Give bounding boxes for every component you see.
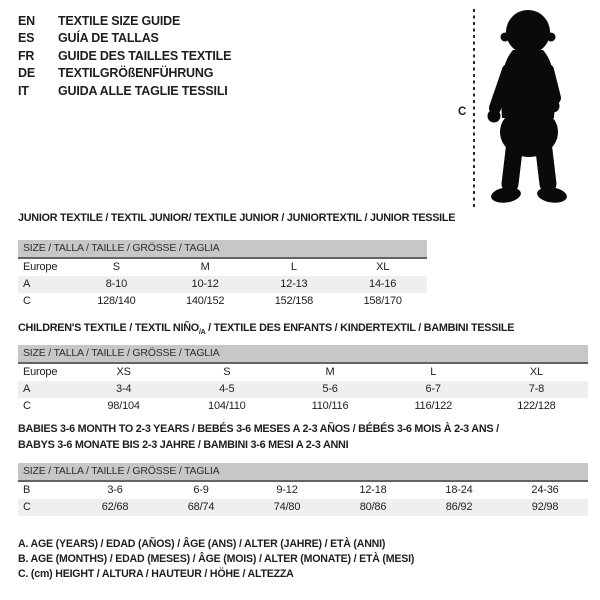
- table-cell: 74/80: [273, 501, 301, 513]
- table-cell: 6-9: [193, 484, 209, 496]
- table-cell: 122/128: [517, 400, 556, 412]
- table-row: [18, 499, 588, 516]
- language-label: TEXTILGRÖßENFÜHRUNG: [58, 66, 214, 81]
- table-cell: 3-4: [115, 383, 132, 395]
- table-cell: 104/110: [208, 400, 246, 412]
- table-body: [18, 259, 427, 310]
- language-row: [18, 30, 231, 47]
- table-row: [18, 482, 588, 499]
- table-body: [18, 364, 588, 415]
- table-title: [18, 211, 455, 227]
- table-row: [18, 381, 588, 398]
- table-cell: 5-6: [322, 383, 338, 395]
- table-cell: 86/92: [445, 501, 473, 513]
- language-label: GUIDA ALLE TAGLIE TESSILI: [58, 83, 228, 98]
- table-title-line: [18, 422, 499, 438]
- table-cell: 158/170: [363, 295, 402, 307]
- row-label: A: [23, 383, 31, 395]
- row-label: A: [23, 278, 31, 290]
- table-row: [18, 276, 427, 293]
- language-row: [18, 83, 231, 100]
- table-cell: L: [290, 261, 297, 273]
- table-row: [18, 259, 427, 276]
- table-cell: L: [430, 366, 437, 378]
- table-title-line: [18, 438, 499, 454]
- height-measure-label: C: [458, 106, 467, 118]
- baby-silhouette-icon: [482, 6, 570, 208]
- table-title-segment: CHILDREN'S TEXTILE / TEXTIL NIÑO: [18, 322, 199, 334]
- table-cell: 24-36: [531, 484, 559, 496]
- language-row: [18, 13, 231, 30]
- table-cell: 12-18: [359, 484, 387, 496]
- table-cell: 4-5: [219, 383, 235, 395]
- table-title-segment: / TEXTILE DES ENFANTS / KINDERTEXTIL / BAMBINI TESSILE: [205, 322, 515, 334]
- size-table: [18, 345, 588, 415]
- language-row: [18, 65, 231, 82]
- table-cell: 9-12: [276, 484, 298, 496]
- language-code: IT: [18, 83, 29, 98]
- row-label: B: [23, 484, 31, 496]
- table-row: [18, 398, 588, 415]
- row-label: C: [23, 501, 31, 513]
- table-title: [18, 321, 514, 341]
- table-cell: S: [112, 261, 120, 273]
- language-label: GUIDE DES TAILLES TEXTILE: [58, 48, 232, 63]
- height-measure-line-icon: [472, 9, 478, 207]
- table-cell: 6-7: [425, 383, 441, 395]
- table-cell: 128/140: [97, 295, 136, 307]
- footnote-list: [18, 537, 414, 583]
- table-title-line: [18, 321, 514, 341]
- row-label: C: [23, 400, 31, 412]
- language-label: TEXTILE SIZE GUIDE: [58, 14, 181, 28]
- footnote-line: C. (cm) HEIGHT / ALTURA / HAUTEUR / HÖHE / ALTEZZA: [18, 568, 294, 581]
- table-cell: 10-12: [191, 278, 219, 290]
- footnote-line: B. AGE (MONTHS) / EDAD (MESES) / ÂGE (MOIS) / ALTER (MONATE) / ETÀ (MESI): [18, 553, 415, 566]
- size-header-band: SIZE / TALLA / TAILLE / GRÖSSE / TAGLIA: [18, 345, 588, 364]
- table-title-segment: BABYS 3-6 MONATE BIS 2-3 JAHRE / BAMBINI 3-6 MESI A 2-3 ANNI: [18, 438, 349, 451]
- table-cell: 62/68: [101, 501, 129, 513]
- table-cell: 152/158: [274, 295, 314, 307]
- table-cell: 110/116: [311, 400, 349, 412]
- table-cell: 14-16: [369, 278, 397, 290]
- table-title: [18, 422, 499, 453]
- table-cell: 68/74: [187, 501, 215, 513]
- language-list: [18, 13, 231, 100]
- table-cell: 18-24: [445, 484, 473, 496]
- language-code: FR: [18, 48, 35, 63]
- table-row: [18, 364, 588, 381]
- row-label: Europe: [23, 261, 58, 273]
- table-cell: 98/104: [107, 400, 140, 412]
- table-cell: M: [200, 261, 210, 273]
- language-code: ES: [18, 31, 35, 46]
- language-code: DE: [18, 66, 35, 81]
- size-header-band: SIZE / TALLA / TAILLE / GRÖSSE / TAGLIA: [18, 463, 588, 482]
- table-cell: 3-6: [107, 484, 123, 496]
- table-title-segment: JUNIOR TEXTILE / TEXTIL JUNIOR/ TEXTILE JUNIOR / JUNIORTEXTIL / JUNIOR TESSILE: [18, 212, 456, 224]
- table-cell: 7-8: [528, 383, 545, 395]
- table-row: [18, 293, 427, 310]
- table-cell: M: [325, 366, 335, 378]
- footnote-line: A. AGE (YEARS) / EDAD (AÑOS) / ÂGE (ANS) / ALTER (JAHRE) / ETÀ (ANNI): [18, 538, 386, 550]
- size-table: [18, 240, 427, 310]
- row-label: Europe: [23, 366, 58, 378]
- table-cell: 92/98: [531, 501, 559, 513]
- table-title-segment: /A: [198, 329, 206, 337]
- table-cell: 12-13: [280, 278, 308, 290]
- table-body: [18, 482, 588, 516]
- size-table: [18, 463, 588, 516]
- table-cell: 8-10: [105, 278, 127, 290]
- table-cell: 116/122: [414, 400, 452, 412]
- row-label: C: [23, 295, 31, 307]
- table-cell: 80/86: [359, 501, 387, 513]
- language-code: EN: [18, 14, 35, 28]
- table-title-segment: BABIES 3-6 MONTH TO 2-3 YEARS / BEBÉS 3-6 MESES A 2-3 AÑOS / BÉBÉS 3-6 MOIS À 2-3 ANS /: [18, 423, 499, 435]
- table-cell: XL: [376, 261, 390, 273]
- table-cell: XL: [529, 366, 543, 378]
- table-cell: S: [223, 366, 231, 378]
- size-header-band: SIZE / TALLA / TAILLE / GRÖSSE / TAGLIA: [18, 240, 427, 259]
- table-cell: XS: [116, 366, 131, 378]
- table-cell: 140/152: [185, 295, 225, 307]
- language-row: [18, 48, 231, 65]
- table-title-line: [18, 211, 455, 227]
- language-label: GUÍA DE TALLAS: [58, 31, 159, 46]
